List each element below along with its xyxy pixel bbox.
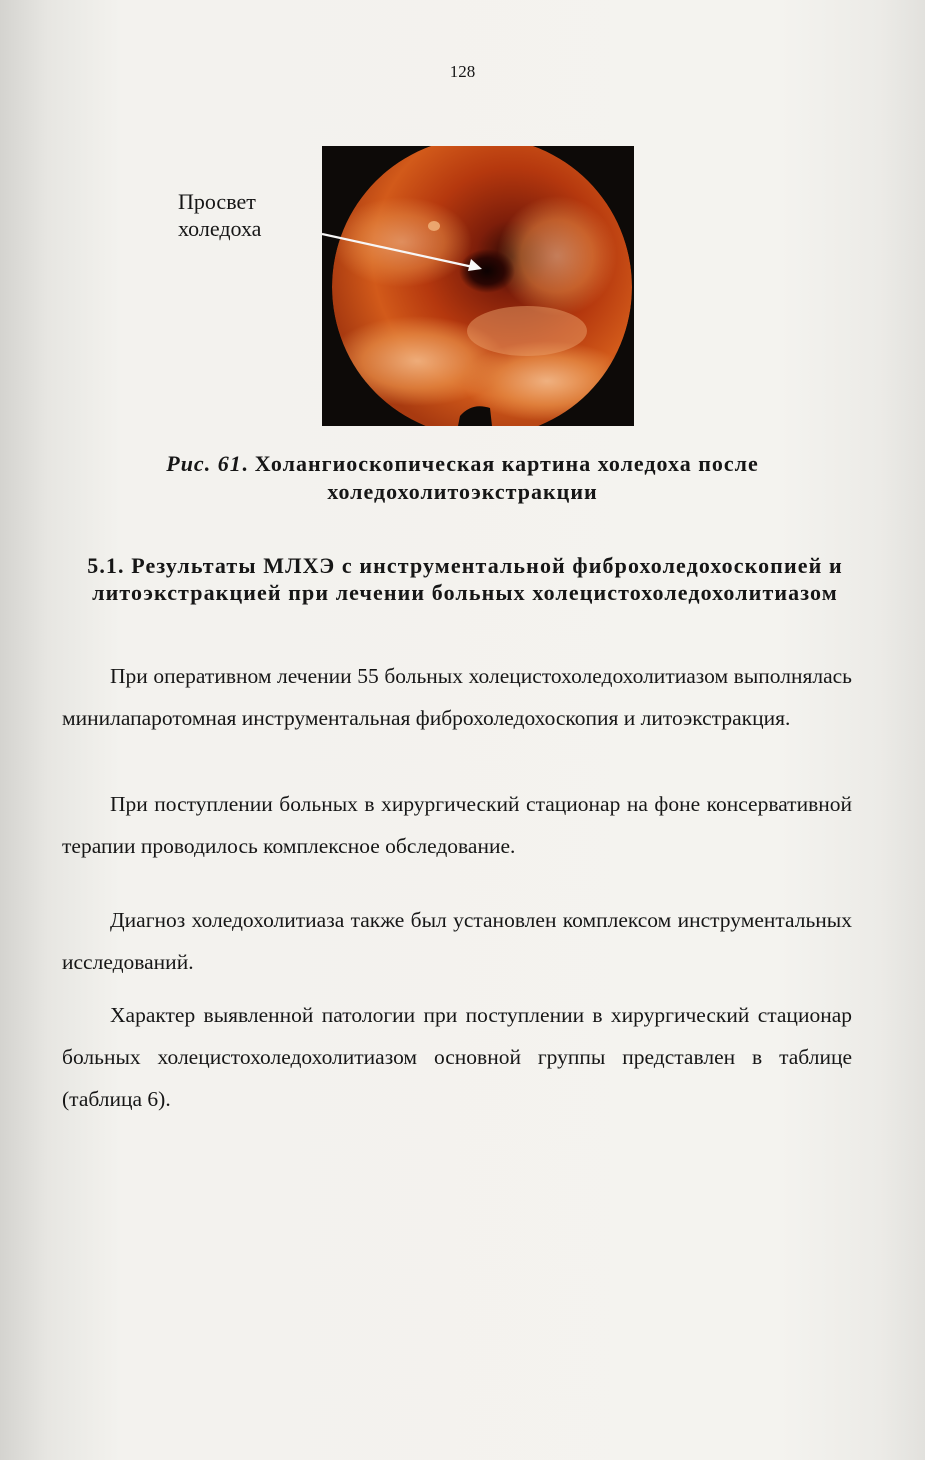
page-number: 128 [449, 62, 476, 81]
caption-figure-number: Рис. 61 [166, 451, 242, 476]
caption-text: . Холангиоскопическая картина холедоха после холедохолитоэкстракции [241, 451, 759, 504]
paragraph-2: При поступлении больных в хирургический стационар на фоне консервативной терапии проводилось комплексное обследование. [62, 792, 852, 858]
endoscopy-view [322, 146, 634, 426]
figure-caption [100, 450, 825, 506]
paragraph-4: Характер выявленной патологии при поступлении в хирургический стационар больных холецистохоледохолитиазом основной группы представлен в таблице (таблица 6). [62, 1003, 852, 1111]
figure-label [178, 188, 318, 242]
cholangioscopy-image [322, 146, 634, 426]
paragraph-3: Диагноз холедохолитиаза также был установлен комплексом инструментальных исследований. [62, 908, 852, 974]
figure-label-line1: Просвет [178, 189, 256, 214]
paragraph-1: При оперативном лечении 55 больных холецистохоледохолитиазом выполнялась минилапаротомная инструментальная фиброхоледохоскопия и литоэкстракция. [62, 664, 852, 730]
figure-label-line2: холедоха [178, 216, 262, 241]
section-heading: 5.1. Результаты МЛХЭ с инструментальной фиброхоледохоскопией и литоэкстракцией при лечении больных холецистохоледохолитиазом [87, 553, 843, 605]
